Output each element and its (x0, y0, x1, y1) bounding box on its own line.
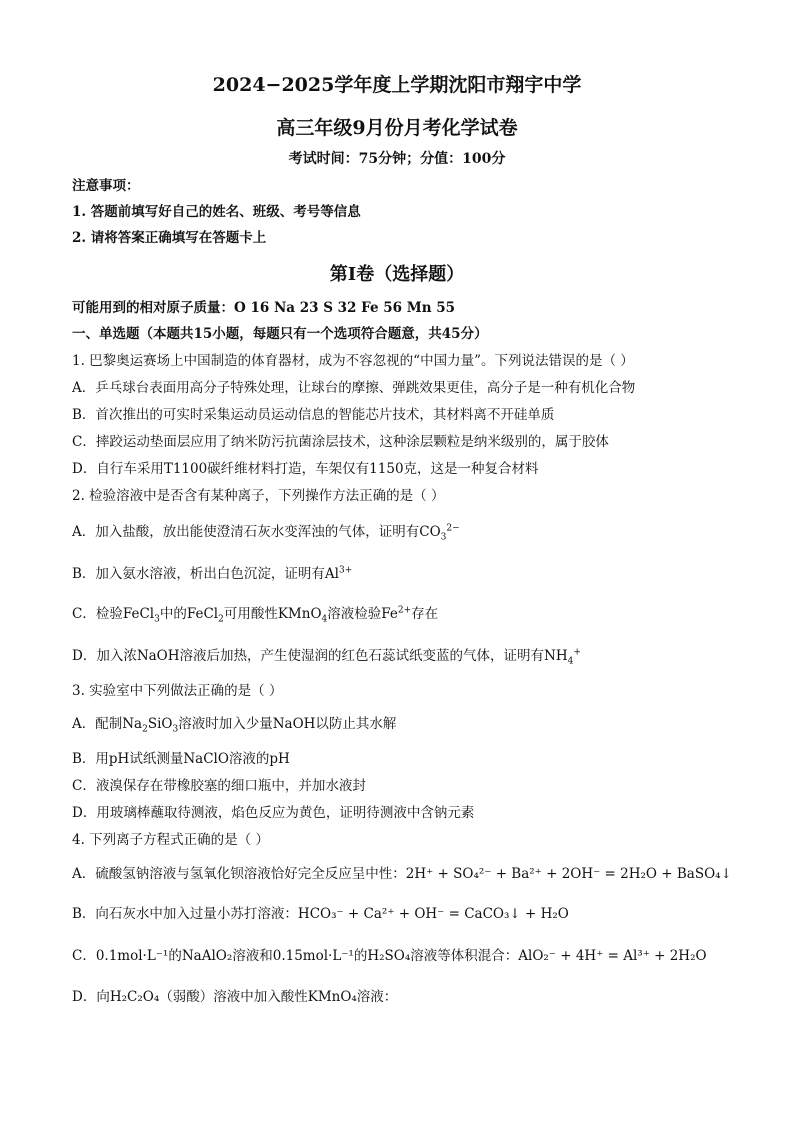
question-2-stem: 2. 检验溶液中是否含有某种离子，下列操作方法正确的是（ ） (72, 488, 445, 504)
section-title: 第Ⅰ卷（选择题） (329, 264, 465, 285)
question-4-option-b: B．向石灰水中加入过量小苏打溶液：HCO₃⁻ + Ca²⁺ + OH⁻ = CaCO₃↓ + H₂O (72, 906, 569, 922)
part-heading: 一、单选题（本题共15小题，每题只有一个选项符合题意，共45分） (72, 326, 488, 342)
question-4-option-b-equation: HCO₃⁻ + Ca²⁺ + OH⁻ = CaCO₃↓ + H₂O (297, 906, 569, 922)
question-4-option-c: C．0.1mol·L⁻¹的NaAlO₂溶液和0.15mol·L⁻¹的H₂SO₄溶液等体积混合：AlO₂⁻ + 4H⁺ = Al³⁺ + 2H₂O (72, 948, 707, 964)
question-1-option-c: C．摔跤运动垫面层应用了纳米防污抗菌涂层技术，这种涂层颗粒是纳米级别的，属于胶体 (72, 434, 609, 450)
question-1-stem: 1. 巴黎奥运赛场上中国制造的体育器材，成为不容忽视的“中国力量”。下列说法错误的是（ ） (72, 353, 634, 369)
notice-item-2: 2. 请将答案正确填写在答题卡上 (72, 230, 267, 246)
question-1-option-d: D．自行车采用T1100碳纤维材料打造，车架仅有1150克，这是一种复合材料 (72, 461, 539, 477)
question-3-option-d: D．用玻璃棒蘸取待测液，焰色反应为黄色，证明待测液中含钠元素 (72, 805, 475, 821)
question-3-option-b: B．用pH试纸测量NaClO溶液的pH (72, 751, 290, 767)
atomic-masses: 可能用到的相对原子质量：O 16 Na 23 S 32 Fe 56 Mn 55 (72, 300, 456, 316)
question-2-option-c: C．检验FeCl$_3$中的FeCl$_2$可用酸性KMnO$_4$溶液检验$Fe^{2+}$存在 (72, 605, 439, 625)
question-4-stem: 4. 下列离子方程式正确的是（ ） (72, 832, 269, 848)
question-4-option-d: D．向H₂C₂O₄（弱酸）溶液中加入酸性KMnO₄溶液： (72, 989, 398, 1005)
notice-heading: 注意事项： (72, 178, 140, 194)
question-1-option-a: A．乒乓球台表面用高分子特殊处理，让球台的摩擦、弹跳效果更佳，高分子是一种有机化合物 (72, 380, 636, 396)
question-4-option-c-equation: AlO₂⁻ + 4H⁺ = Al³⁺ + 2H₂O (518, 948, 707, 964)
exam-title-school: 2024−2025学年度上学期沈阳市翔宇中学 (212, 74, 582, 96)
question-4-option-a-equation: 2H⁺ + SO₄²⁻ + Ba²⁺ + 2OH⁻ = 2H₂O + BaSO₄↓ (405, 866, 732, 882)
question-2-option-a: A．加入盐酸，放出能使澄清石灰水变浑浊的气体，证明有$CO_3^{2-}$ (72, 523, 460, 543)
question-3-option-c: C．液溴保存在带橡胶塞的细口瓶中，并加水液封 (72, 778, 366, 794)
exam-info: 考试时间：75分钟；分值：100分 (288, 151, 506, 167)
question-2-option-d: D．加入浓NaOH溶液后加热，产生使湿润的红色石蕊试纸变蓝的气体，证明有$NH_4^+$ (72, 647, 581, 667)
question-2-option-b: B．加入氨水溶液，析出白色沉淀，证明有$Al^{3+}$ (72, 565, 353, 582)
notice-item-1: 1. 答题前填写好自己的姓名、班级、考号等信息 (72, 204, 361, 220)
exam-title-grade: 高三年级9月份月考化学试卷 (276, 117, 518, 139)
question-4-option-a: A．硫酸氢钠溶液与氢氧化钡溶液恰好完全反应呈中性：2H⁺ + SO₄²⁻ + Ba²⁺ + 2OH⁻ = 2H₂O + BaSO₄↓ (72, 866, 732, 882)
question-1-option-b: B．首次推出的可实时采集运动员运动信息的智能芯片技术，其材料离不开硅单质 (72, 407, 555, 423)
question-3-option-a: A．配制$Na_2SiO_3$溶液时加入少量NaOH以防止其水解 (72, 716, 397, 735)
question-3-stem: 3. 实验室中下列做法正确的是（ ） (72, 683, 283, 699)
